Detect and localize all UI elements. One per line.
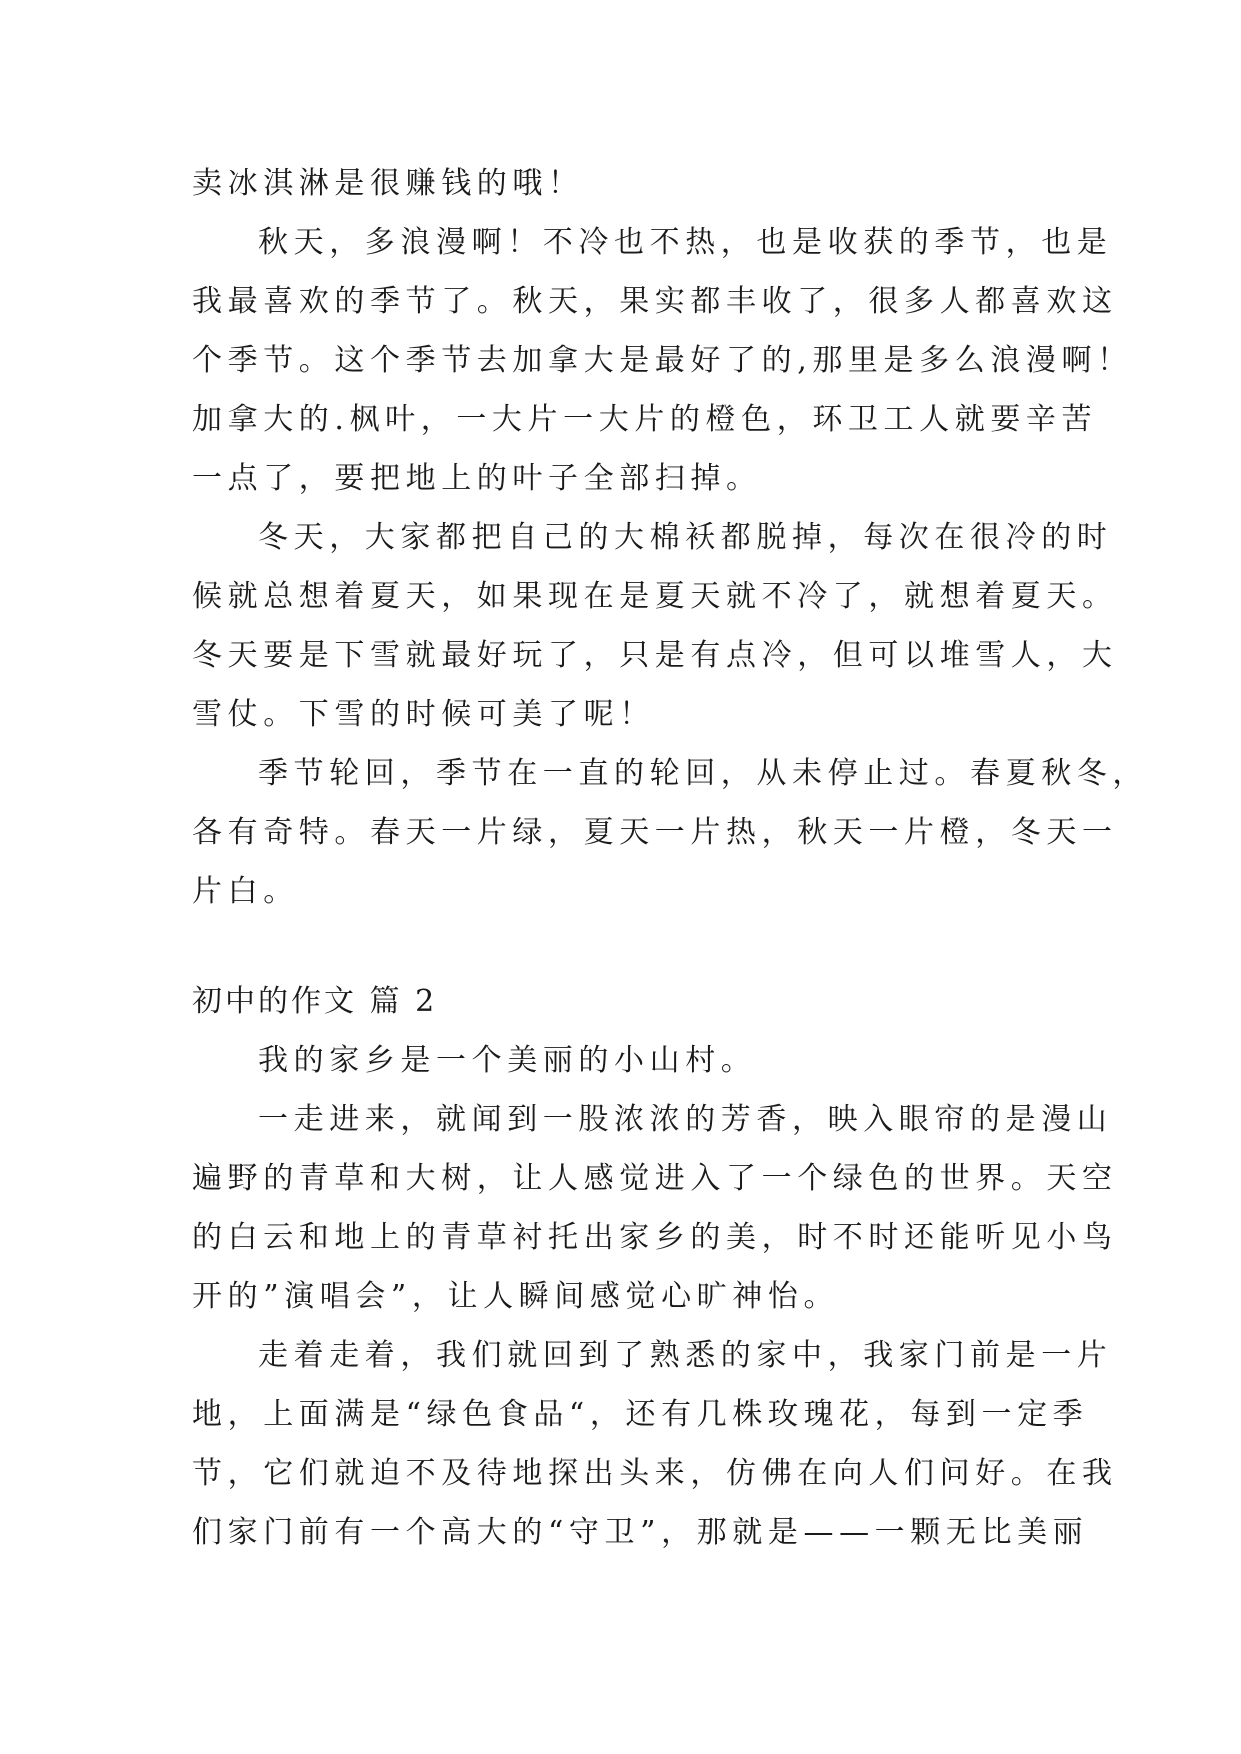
paragraph-line: 们家门前有一个高大的“守卫”，那就是——一颗无比美丽 — [192, 1515, 1089, 1550]
paragraph-line: 各有奇特。春天一片绿，夏天一片热，秋天一片橙，冬天一 — [192, 815, 1118, 850]
paragraph-line: 雪仗。下雪的时候可美了呢！ — [192, 697, 655, 732]
paragraph-line: 卖冰淇淋是很赚钱的哦！ — [192, 166, 584, 201]
paragraph-line: 个季节。这个季节去加拿大是最好了的,那里是多么浪漫啊！ — [192, 343, 1133, 378]
paragraph-line: 遍野的青草和大树，让人感觉进入了一个绿色的世界。天空 — [192, 1161, 1118, 1196]
paragraph-line: 冬天要是下雪就最好玩了，只是有点冷，但可以堆雪人，大 — [192, 638, 1118, 673]
paragraph-line: 一点了，要把地上的叶子全部扫掉。 — [192, 461, 762, 496]
paragraph-line: 的白云和地上的青草衬托出家乡的美，时不时还能听见小鸟 — [192, 1220, 1118, 1255]
paragraph-line: 开的”演唱会”，让人瞬间感觉心旷神怡。 — [192, 1279, 840, 1314]
section-heading: 初中的作文 篇 2 — [192, 984, 438, 1019]
paragraph-line: 节，它们就迫不及待地探出头来，仿佛在向人们问好。在我 — [192, 1456, 1118, 1491]
paragraph-line: 片白。 — [192, 874, 299, 909]
paragraph-line: 我最喜欢的季节了。秋天，果实都丰收了，很多人都喜欢这 — [192, 284, 1118, 319]
paragraph-line: 秋天，多浪漫啊！不冷也不热，也是收获的季节，也是 — [258, 225, 1113, 260]
paragraph-line: 地，上面满是“绿色食品“，还有几株玫瑰花，每到一定季 — [192, 1397, 1089, 1432]
paragraph-line: 我的家乡是一个美丽的小山村。 — [258, 1043, 757, 1078]
paragraph-line: 加拿大的.枫叶，一大片一大片的橙色，环卫工人就要辛苦 — [192, 402, 1098, 437]
paragraph-line: 候就总想着夏天，如果现在是夏天就不冷了，就想着夏天。 — [192, 579, 1118, 614]
paragraph-line: 走着走着，我们就回到了熟悉的家中，我家门前是一片 — [258, 1338, 1113, 1373]
paragraph-line: 季节轮回，季节在一直的轮回，从未停止过。春夏秋冬， — [258, 756, 1148, 791]
paragraph-line: 一走进来，就闻到一股浓浓的芳香，映入眼帘的是漫山 — [258, 1102, 1113, 1137]
paragraph-line: 冬天，大家都把自己的大棉袄都脱掉，每次在很冷的时 — [258, 520, 1113, 555]
